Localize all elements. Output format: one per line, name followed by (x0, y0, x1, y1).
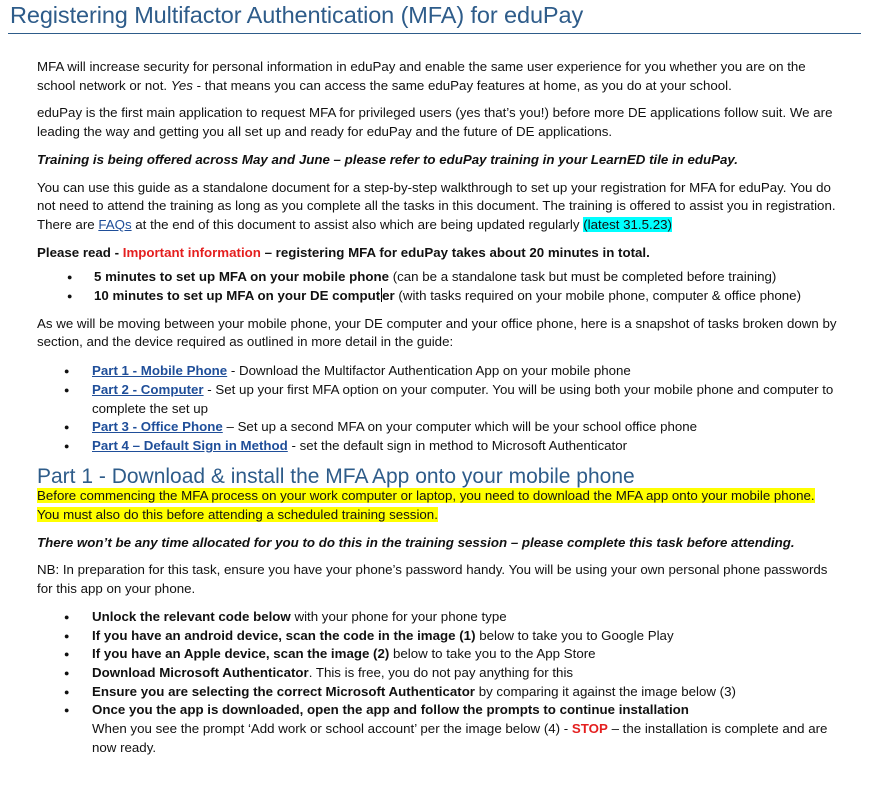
list-item: ● Unlock the relevant code below with your phone for your phone type (37, 608, 837, 627)
list-item: ● Download Microsoft Authenticator. This is free, you do not pay anything for this (37, 664, 837, 683)
part-1-highlight: Before commencing the MFA process on your work computer or laptop, you need to download the MFA app onto your mobile phone. You must also do this before attending a scheduled training session. (37, 488, 815, 523)
part-1-link[interactable]: Part 1 - Mobile Phone (92, 363, 228, 379)
list-item: ● Part 4 – Default Sign in Method - set the default sign in method to Microsoft Authenticator (37, 437, 837, 456)
list-item: ● Part 1 - Mobile Phone - Download the Multifactor Authentication App on your mobile phone (37, 362, 837, 381)
part-1-heading: Part 1 - Download & install the MFA App onto your mobile phone (37, 464, 635, 488)
sections-list (37, 362, 837, 456)
title-underline (8, 33, 861, 34)
latest-update-highlight: (latest 31.5.23) (583, 216, 672, 232)
list-item: ● If you have an android device, scan the code in the image (1) below to take you to Google Play (37, 627, 837, 646)
please-read-line: Please read - Important information – registering MFA for eduPay takes about 20 minutes in total. (37, 244, 650, 260)
no-time-notice: There won’t be any time allocated for you to do this in the training session – please complete this task before attending. (37, 534, 795, 550)
training-notice: Training is being offered across May and June – please refer to eduPay training in your LearnED tile in eduPay. (37, 151, 738, 167)
intro-paragraph-2: eduPay is the first main application to request MFA for privileged users (yes that’s you!) before more DE applications follow suit. We are leading the way and getting you all set up and ready for eduPay and the future of DE applications. (37, 105, 833, 140)
steps-list (37, 608, 837, 758)
intro-paragraph-4: You can use this guide as a standalone document for a step-by-step walkthrough to set up your registration for MFA for eduPay. You do not need to attend the training as long as you complete all the tasks in this document. The training is offered to assist you in registration. There are FAQs at the end of this document to assist also which are being updated regularly (latest 31.5.23) (37, 179, 836, 232)
list-item: ● 5 minutes to set up MFA on your mobile phone (can be a standalone task but must be completed before training) (37, 268, 837, 287)
part-3-link[interactable]: Part 3 - Office Phone (92, 419, 223, 435)
part-4-link[interactable]: Part 4 – Default Sign in Method (92, 437, 288, 453)
document-body (37, 58, 837, 758)
intro-paragraph-1: MFA will increase security for personal information in eduPay and enable the same user experience for you whether you are on the school network or not. Yes - that means you can access the same eduPay features at home, as you do at your school. (37, 59, 806, 93)
list-item: ● Ensure you are selecting the correct Microsoft Authenticator by comparing it against the image below (3) (37, 683, 837, 702)
part-2-link[interactable]: Part 2 - Computer (92, 381, 204, 397)
list-item: ● Once you the app is downloaded, open the app and follow the prompts to continue installation When you see the prompt ‘Add work or school account’ per the image below (4) - STOP – the installation is complete and are now ready. (37, 701, 837, 757)
nb-paragraph: NB: In preparation for this task, ensure you have your phone’s password handy. You will be using your own personal phone passwords for this app on your phone. (37, 562, 828, 597)
list-item: ● Part 2 - Computer - Set up your first MFA option on your computer. You will be using both your mobile phone and computer to complete the set up (37, 381, 837, 418)
time-list (37, 268, 837, 305)
stop-label: STOP (571, 721, 608, 737)
list-item: ● Part 3 - Office Phone – Set up a second MFA on your computer which will be your school office phone (37, 418, 837, 437)
list-item: ● If you have an Apple device, scan the image (2) below to take you to the App Store (37, 645, 837, 664)
faqs-link[interactable]: FAQs (98, 216, 132, 232)
list-item: ● 10 minutes to set up MFA on your DE comput er (with tasks required on your mobile phone, computer & office phone) (37, 287, 837, 306)
important-information: Important information (122, 244, 261, 260)
sections-intro: As we will be moving between your mobile phone, your DE computer and your office phone, here is a snapshot of tasks broken down by section, and the device required as outlined in more detail in the guide: (37, 315, 837, 350)
page-title: Registering Multifactor Authentication (MFA) for eduPay (10, 2, 584, 28)
